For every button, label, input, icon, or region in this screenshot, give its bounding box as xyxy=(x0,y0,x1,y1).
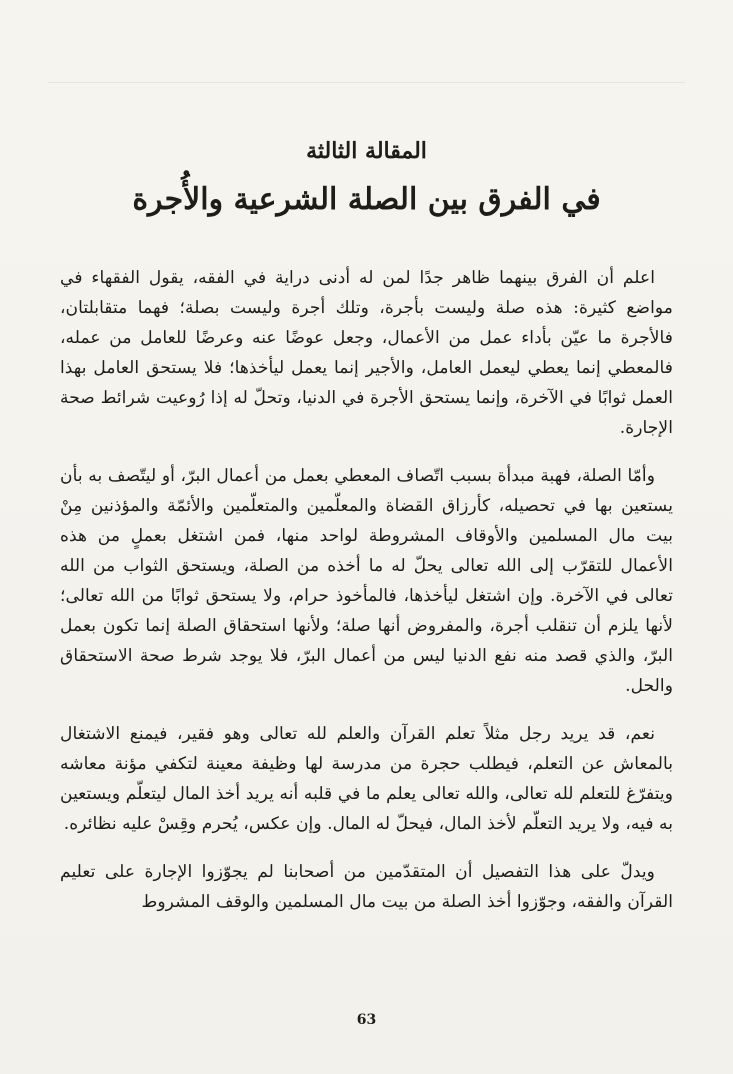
paragraph: نعم، قد يريد رجل مثلاً تعلم القرآن والعلم لله تعالى وهو فقير، فيمنع الاشتغال بالمعاش عن التعلم، فيطلب حجرة من مدرسة لها وظيفة معينة لتكفي مؤنة معاشه ويتفرّغ للتعلم لله تعالى، والله تعالى يعلم ما في قلبه أنه يريد أخذ المال ليتعلّم ويستعين به فيه، ولا يريد التعلّم لأخذ المال، فيحلّ له المال. وإن عكس، يُحرم وقِسْ عليه نظائره. xyxy=(60,724,673,834)
bleed-through-shadow xyxy=(48,52,685,83)
paragraph: اعلم أن الفرق بينهما ظاهر جدًا لمن له أدنى دراية في الفقه، يقول الفقهاء في مواضع كثيرة: هذه صلة وليست بأجرة، وتلك أجرة وليست بصلة؛ فهما متقابلتان، فالأجرة ما عيّن بأداء عمل من الأعمال، وجعل عوضًا عنه وعرضًا للعامل من عمله، فالمعطي إنما يعطي ليعمل العامل، والأجير إنما يعمل ليأخذها؛ فلا يستحق العامل بهذا العمل ثوابًا في الآخرة، وإنما يستحق الأجرة في الدنيا، وتحلّ له إذا رُوعيت شرائط صحة الإجارة. xyxy=(60,268,673,438)
body-text xyxy=(60,263,673,935)
page-number: 63 xyxy=(356,1012,377,1028)
paragraph: ويدلّ على هذا التفصيل أن المتقدّمين من أصحابنا لم يجوّزوا الإجارة على تعليم القرآن والفقه، وجوّزوا أخذ الصلة من بيت مال المسلمين والوقف المشروط xyxy=(60,862,673,912)
section-subtitle: في الفرق بين الصلة الشرعية والأُجرة xyxy=(132,182,601,217)
paragraph: وأمّا الصلة، فهبة مبدأة بسبب اتّصاف المعطي بعمل من أعمال البرّ، أو ليتّصف به بأن يستعين بها في تحصيله، كأرزاق القضاة والمعلّمين والمتعلّمين والأئمّة والمؤذنين مِنْ بيت مال المسلمين والأوقاف المشروطة لواحد منها، فمن اشتغل بعملٍ من هذه الأعمال للتقرّب إلى الله تعالى يحلّ له ما أخذه من الصلة، ويستحق الثواب من الله تعالى في الآخرة. وإن اشتغل ليأخذها، فالمأخوذ حرام، ولا يستحق ثوابًا من الله تعالى؛ لأنها يلزم أن تنقلب أجرة، والمفروض أنها صلة؛ ولأنها استحقاق الصلة إنما تكون بعمل البرّ، والذي قصد منه نفع الدنيا ليس من أعمال البرّ، فلا يوجد شرط صحة الاستحقاق والحل. xyxy=(60,466,673,696)
section-title: المقالة الثالثة xyxy=(306,138,427,164)
